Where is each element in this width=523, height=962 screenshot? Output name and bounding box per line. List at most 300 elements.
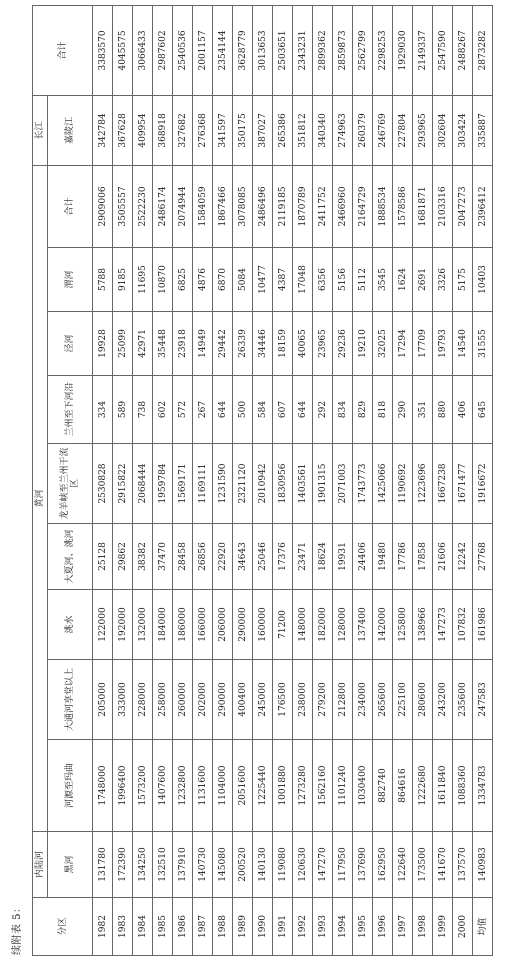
- table-row: [413, 5, 433, 955]
- table-cell: 2562799: [353, 5, 373, 95]
- table-cell: 28458: [173, 524, 193, 590]
- table-cell: 572: [173, 376, 193, 444]
- row-year-cell: 1994: [333, 898, 353, 956]
- table-cell: 2466960: [333, 165, 353, 247]
- table-cell: 1870789: [293, 165, 313, 247]
- table-cell: 1888534: [373, 165, 393, 247]
- table-cell: 1671477: [453, 444, 473, 524]
- table-cell: 818: [373, 376, 393, 444]
- table-cell: 340340: [313, 95, 333, 165]
- table-cell: 1104000: [213, 740, 233, 832]
- row-year-cell: 1995: [353, 898, 373, 956]
- table-cell: 644: [293, 376, 313, 444]
- table-cell: 162950: [373, 832, 393, 898]
- table-cell: 172390: [113, 832, 133, 898]
- table-cell: 1830956: [273, 444, 293, 524]
- table-cell: 1169111: [193, 444, 213, 524]
- table-cell: 186000: [173, 590, 193, 660]
- table-cell: 1231590: [213, 444, 233, 524]
- table-cell: 205000: [93, 660, 113, 740]
- table-cell: 1403561: [293, 444, 313, 524]
- sub-header: 兰州至下河沿: [48, 376, 93, 444]
- table-cell: 738: [133, 376, 153, 444]
- sub-header: 黑河: [48, 832, 93, 898]
- table-cell: 161986: [473, 590, 493, 660]
- row-year-cell: 1987: [193, 898, 213, 956]
- table-cell: 131780: [93, 832, 113, 898]
- row-year-cell: 2000: [453, 898, 473, 956]
- table-cell: 882740: [373, 740, 393, 832]
- table-cell: 602: [153, 376, 173, 444]
- table-cell: 2001157: [193, 5, 213, 95]
- table-cell: 2051600: [233, 740, 253, 832]
- table-cell: 5175: [453, 248, 473, 312]
- table-cell: 107832: [453, 590, 473, 660]
- table-cell: 2411752: [313, 165, 333, 247]
- table-cell: 2547590: [433, 5, 453, 95]
- table-cell: 834: [333, 376, 353, 444]
- table-cell: 1407600: [153, 740, 173, 832]
- table-cell: 132510: [153, 832, 173, 898]
- row-year-cell: 1991: [273, 898, 293, 956]
- table-row: [233, 5, 253, 955]
- table-cell: 2899362: [313, 5, 333, 95]
- table-cell: 400400: [233, 660, 253, 740]
- row-year-cell: 1998: [413, 898, 433, 956]
- table-row: [373, 5, 393, 955]
- table-cell: 1743773: [353, 444, 373, 524]
- table-cell: 265600: [373, 660, 393, 740]
- table-row: [193, 5, 213, 955]
- row-year-cell: 1984: [133, 898, 153, 956]
- table-cell: 202000: [193, 660, 213, 740]
- table-cell: 246769: [373, 95, 393, 165]
- table-cell: 589: [113, 376, 133, 444]
- table-cell: 238000: [293, 660, 313, 740]
- table-cell: 23965: [313, 312, 333, 376]
- table-cell: 17858: [413, 524, 433, 590]
- table-cell: 29442: [213, 312, 233, 376]
- table-cell: 2047273: [453, 165, 473, 247]
- corner-header: 分区: [33, 898, 93, 956]
- table-cell: 350175: [233, 95, 253, 165]
- table-row: [213, 5, 233, 955]
- table-cell: 137570: [453, 832, 473, 898]
- table-row: [173, 5, 193, 955]
- table-cell: 38382: [133, 524, 153, 590]
- table-cell: 4387: [273, 248, 293, 312]
- row-year-cell: 1999: [433, 898, 453, 956]
- table-cell: 274963: [333, 95, 353, 165]
- table-cell: 29862: [113, 524, 133, 590]
- sub-header: 大夏河、洮河: [48, 524, 93, 590]
- table-cell: 1624: [393, 248, 413, 312]
- table-cell: 10477: [253, 248, 273, 312]
- table-cell: 1273280: [293, 740, 313, 832]
- table-cell: 122000: [93, 590, 113, 660]
- table-cell: 1232800: [173, 740, 193, 832]
- table-cell: 37470: [153, 524, 173, 590]
- table-cell: 17048: [293, 248, 313, 312]
- table-cell: 25128: [93, 524, 113, 590]
- table-cell: 2987602: [153, 5, 173, 95]
- sub-header: 河源至玛曲: [48, 740, 93, 832]
- table-cell: 147270: [313, 832, 333, 898]
- table-cell: 160000: [253, 590, 273, 660]
- table-cell: 140730: [193, 832, 213, 898]
- table-cell: 119080: [273, 832, 293, 898]
- table-cell: 137690: [353, 832, 373, 898]
- table-cell: 19928: [93, 312, 113, 376]
- table-cell: 2071003: [333, 444, 353, 524]
- table-row: [353, 5, 373, 955]
- group-header-yellow-river: 黄河: [33, 165, 48, 831]
- table-cell: 147273: [433, 590, 453, 660]
- table-cell: 2486174: [153, 165, 173, 247]
- table-cell: 10870: [153, 248, 173, 312]
- table-cell: 1569171: [173, 444, 193, 524]
- table-cell: 25046: [253, 524, 273, 590]
- table-cell: 829: [353, 376, 373, 444]
- table-cell: 644: [213, 376, 233, 444]
- table-cell: 23918: [173, 312, 193, 376]
- table-cell: 3078085: [233, 165, 253, 247]
- table-cell: 1562160: [313, 740, 333, 832]
- table-cell: 32025: [373, 312, 393, 376]
- table-cell: 302604: [433, 95, 453, 165]
- table-cell: 276368: [193, 95, 213, 165]
- table-cell: 341597: [213, 95, 233, 165]
- sub-header: 合计: [48, 165, 93, 247]
- sub-header: 泾河: [48, 312, 93, 376]
- table-cell: 235600: [453, 660, 473, 740]
- table-cell: 5788: [93, 248, 113, 312]
- table-cell: 11695: [133, 248, 153, 312]
- table-cell: 333000: [113, 660, 133, 740]
- table-cell: 1190692: [393, 444, 413, 524]
- table-cell: 200520: [233, 832, 253, 898]
- table-cell: 367628: [113, 95, 133, 165]
- table-cell: 334: [93, 376, 113, 444]
- table-cell: 176500: [273, 660, 293, 740]
- table-cell: 26339: [233, 312, 253, 376]
- table-cell: 1681871: [413, 165, 433, 247]
- table-cell: 293965: [413, 95, 433, 165]
- table-cell: 5084: [233, 248, 253, 312]
- table-cell: 19480: [373, 524, 393, 590]
- row-year-cell: 1992: [293, 898, 313, 956]
- table-cell: 406: [453, 376, 473, 444]
- table-cell: 1867466: [213, 165, 233, 247]
- table-cell: 2540536: [173, 5, 193, 95]
- caption-text: 续附表 5：: [12, 902, 23, 955]
- table-cell: 258000: [153, 660, 173, 740]
- table-cell: 120630: [293, 832, 313, 898]
- table-cell: 2691: [413, 248, 433, 312]
- table-cell: 125800: [393, 590, 413, 660]
- row-year-cell: 1990: [253, 898, 273, 956]
- table-cell: 9185: [113, 248, 133, 312]
- table-cell: 2530828: [93, 444, 113, 524]
- table-cell: 26856: [193, 524, 213, 590]
- table-row: [433, 5, 453, 955]
- table-cell: 1223696: [413, 444, 433, 524]
- table-cell: 140983: [473, 832, 493, 898]
- table-cell: 132000: [133, 590, 153, 660]
- table-row: [473, 5, 493, 955]
- row-year-cell: 1993: [313, 898, 333, 956]
- row-year-cell: 1986: [173, 898, 193, 956]
- table-cell: 10403: [473, 248, 493, 312]
- table-cell: 19210: [353, 312, 373, 376]
- table-cell: 1929030: [393, 5, 413, 95]
- table-cell: 140130: [253, 832, 273, 898]
- table-cell: 234000: [353, 660, 373, 740]
- table-cell: 267: [193, 376, 213, 444]
- table-cell: 1748000: [93, 740, 113, 832]
- table-row: [93, 5, 113, 955]
- table-cell: 5156: [333, 248, 353, 312]
- table-row: [253, 5, 273, 955]
- table-cell: 2103316: [433, 165, 453, 247]
- table-cell: 184000: [153, 590, 173, 660]
- table-cell: 368918: [153, 95, 173, 165]
- table-cell: 17786: [393, 524, 413, 590]
- table-cell: 17294: [393, 312, 413, 376]
- table-cell: 2915822: [113, 444, 133, 524]
- table-cell: 260000: [173, 660, 193, 740]
- table-row: [333, 5, 353, 955]
- table-cell: 265386: [273, 95, 293, 165]
- table-cell: 6825: [173, 248, 193, 312]
- table-cell: 24406: [353, 524, 373, 590]
- table-cell: 27768: [473, 524, 493, 590]
- table-cell: 19793: [433, 312, 453, 376]
- table-cell: 260379: [353, 95, 373, 165]
- table-cell: 117950: [333, 832, 353, 898]
- table-cell: 1425066: [373, 444, 393, 524]
- table-cell: 500: [233, 376, 253, 444]
- table-cell: 19931: [333, 524, 353, 590]
- data-table: [32, 5, 493, 956]
- table-cell: 1030400: [353, 740, 373, 832]
- table-cell: 2396412: [473, 165, 493, 247]
- table-cell: 35448: [153, 312, 173, 376]
- table-cell: 279200: [313, 660, 333, 740]
- table-cell: 292: [313, 376, 333, 444]
- table-cell: 148000: [293, 590, 313, 660]
- table-cell: 1573200: [133, 740, 153, 832]
- row-year-cell: 1988: [213, 898, 233, 956]
- table-cell: 137400: [353, 590, 373, 660]
- table-cell: 2488267: [453, 5, 473, 95]
- table-cell: 1225440: [253, 740, 273, 832]
- table-cell: 18624: [313, 524, 333, 590]
- table-cell: 212800: [333, 660, 353, 740]
- table-cell: 122640: [393, 832, 413, 898]
- table-cell: 2909006: [93, 165, 113, 247]
- table-cell: 182000: [313, 590, 333, 660]
- table-cell: 245000: [253, 660, 273, 740]
- table-cell: 864616: [393, 740, 413, 832]
- table-cell: 6870: [213, 248, 233, 312]
- table-cell: 21606: [433, 524, 453, 590]
- sub-header: 洮水: [48, 590, 93, 660]
- table-cell: 166000: [193, 590, 213, 660]
- table-cell: 3505557: [113, 165, 133, 247]
- table-cell: 387027: [253, 95, 273, 165]
- table-row: [133, 5, 153, 955]
- table-cell: 71200: [273, 590, 293, 660]
- table-cell: 584: [253, 376, 273, 444]
- table-cell: 14540: [453, 312, 473, 376]
- table-cell: 34446: [253, 312, 273, 376]
- table-cell: 2859873: [333, 5, 353, 95]
- table-cell: 290: [393, 376, 413, 444]
- table-cell: 17376: [273, 524, 293, 590]
- table-cell: 42971: [133, 312, 153, 376]
- table-cell: 880: [433, 376, 453, 444]
- sub-header: 龙羊峡至兰州干流区: [48, 444, 93, 524]
- table-body: [93, 5, 493, 955]
- table-cell: 134250: [133, 832, 153, 898]
- row-year-cell: 1989: [233, 898, 253, 956]
- row-year-cell: 1985: [153, 898, 173, 956]
- table-cell: 2486496: [253, 165, 273, 247]
- table-cell: 2164729: [353, 165, 373, 247]
- sub-header: 大通河享堂以上: [48, 660, 93, 740]
- table-cell: 3383570: [93, 5, 113, 95]
- table-row: [273, 5, 293, 955]
- row-year-cell: 1982: [93, 898, 113, 956]
- table-cell: 225100: [393, 660, 413, 740]
- group-header-total: 合计: [33, 5, 93, 95]
- table-cell: 137910: [173, 832, 193, 898]
- table-row: [393, 5, 413, 955]
- table-cell: 280600: [413, 660, 433, 740]
- table-cell: 12242: [453, 524, 473, 590]
- table-cell: 1088360: [453, 740, 473, 832]
- table-cell: 2068444: [133, 444, 153, 524]
- table-cell: 3326: [433, 248, 453, 312]
- table-cell: 1916672: [473, 444, 493, 524]
- table-cell: 23471: [293, 524, 313, 590]
- table-cell: 1101240: [333, 740, 353, 832]
- table-cell: 327682: [173, 95, 193, 165]
- table-cell: 14949: [193, 312, 213, 376]
- table-cell: 5112: [353, 248, 373, 312]
- table-cell: 2321120: [233, 444, 253, 524]
- table-cell: 227804: [393, 95, 413, 165]
- table-cell: 192000: [113, 590, 133, 660]
- table-cell: 2074944: [173, 165, 193, 247]
- table-cell: 1001880: [273, 740, 293, 832]
- table-cell: 228000: [133, 660, 153, 740]
- table-cell: 145080: [213, 832, 233, 898]
- table-cell: 290000: [233, 590, 253, 660]
- rotated-table-container: [32, 6, 493, 956]
- table-cell: 342784: [93, 95, 113, 165]
- table-cell: 2343231: [293, 5, 313, 95]
- row-year-cell: 1997: [393, 898, 413, 956]
- table-cell: 4045575: [113, 5, 133, 95]
- table-cell: 2503651: [273, 5, 293, 95]
- table-row: [153, 5, 173, 955]
- table-cell: 2298253: [373, 5, 393, 95]
- table-cell: 290000: [213, 660, 233, 740]
- table-row: [293, 5, 313, 955]
- table-cell: 40065: [293, 312, 313, 376]
- table-cell: 34643: [233, 524, 253, 590]
- table-cell: 1667238: [433, 444, 453, 524]
- header-row-subs: [48, 5, 93, 955]
- table-cell: 1222680: [413, 740, 433, 832]
- table-cell: 3545: [373, 248, 393, 312]
- table-header: [33, 5, 93, 955]
- table-cell: 607: [273, 376, 293, 444]
- table-cell: 2119185: [273, 165, 293, 247]
- table-cell: 206000: [213, 590, 233, 660]
- row-year-cell: 1983: [113, 898, 133, 956]
- table-cell: 31555: [473, 312, 493, 376]
- table-cell: 18159: [273, 312, 293, 376]
- table-cell: 2354144: [213, 5, 233, 95]
- table-cell: 2522230: [133, 165, 153, 247]
- table-cell: 645: [473, 376, 493, 444]
- table-cell: 1131600: [193, 740, 213, 832]
- table-cell: 409954: [133, 95, 153, 165]
- table-cell: 22920: [213, 524, 233, 590]
- sub-header: 渭河: [48, 248, 93, 312]
- table-cell: 1959784: [153, 444, 173, 524]
- table-cell: 2010942: [253, 444, 273, 524]
- table-cell: 173500: [413, 832, 433, 898]
- table-cell: 6356: [313, 248, 333, 312]
- table-cell: 1996400: [113, 740, 133, 832]
- table-cell: 243200: [433, 660, 453, 740]
- table-cell: 1334783: [473, 740, 493, 832]
- table-cell: 138966: [413, 590, 433, 660]
- table-cell: 2149337: [413, 5, 433, 95]
- table-cell: 17709: [413, 312, 433, 376]
- table-cell: 247583: [473, 660, 493, 740]
- table-cell: 4876: [193, 248, 213, 312]
- table-cell: 3013653: [253, 5, 273, 95]
- table-cell: 303424: [453, 95, 473, 165]
- group-header-inland: 内陆河: [33, 832, 48, 898]
- row-year-cell: 均值: [473, 898, 493, 956]
- table-cell: 1578586: [393, 165, 413, 247]
- table-cell: 3628779: [233, 5, 253, 95]
- table-row: [113, 5, 133, 955]
- table-cell: 351: [413, 376, 433, 444]
- table-cell: 3066433: [133, 5, 153, 95]
- table-cell: 2873282: [473, 5, 493, 95]
- header-row-groups: [33, 5, 48, 955]
- group-header-yangtze: 长江: [33, 95, 48, 165]
- table-cell: 1611840: [433, 740, 453, 832]
- table-cell: 142000: [373, 590, 393, 660]
- table-cell: 128000: [333, 590, 353, 660]
- sub-header: 嘉陵江: [48, 95, 93, 165]
- table-row: [453, 5, 473, 955]
- table-cell: 351812: [293, 95, 313, 165]
- row-year-cell: 1996: [373, 898, 393, 956]
- table-cell: 1584059: [193, 165, 213, 247]
- table-cell: 1901315: [313, 444, 333, 524]
- table-cell: 335887: [473, 95, 493, 165]
- table-cell: 141670: [433, 832, 453, 898]
